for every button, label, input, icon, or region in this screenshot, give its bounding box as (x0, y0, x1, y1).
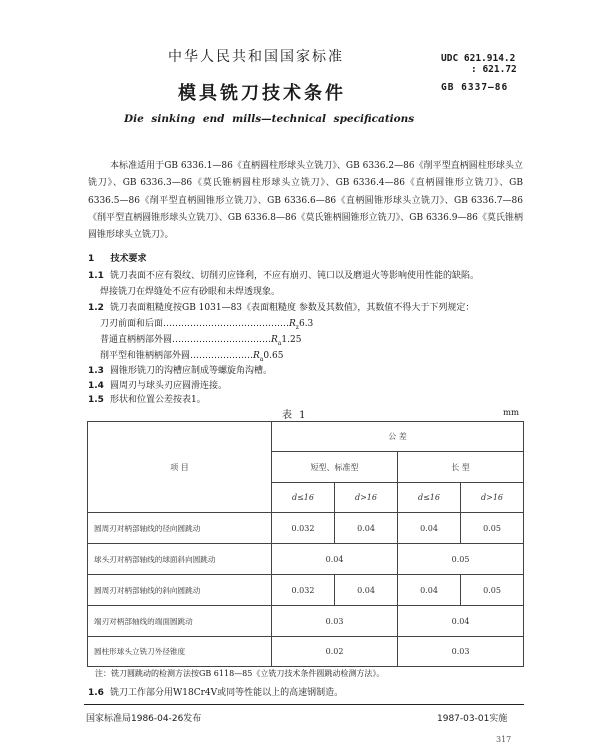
clause-text: 圆锥形铣刀的沟槽应制成等螺旋角沟槽。 (110, 366, 273, 376)
table-cell: 0.04 (335, 575, 398, 606)
clause-number: 1.2 (88, 303, 104, 313)
table-row (88, 513, 524, 544)
column-header-diameter: d≤16 (272, 483, 335, 513)
table-row (88, 544, 524, 575)
clause-1-6 (88, 685, 343, 698)
table-cell: 0.05 (398, 544, 524, 575)
table-cell: 0.05 (461, 575, 524, 606)
document-title: 模具铣刀技术条件 (178, 83, 346, 104)
row-label: 圆柱形球头立铣刀外径锥度 (88, 637, 272, 667)
table-cell: 0.04 (398, 606, 524, 637)
roughness-symbol: R (271, 335, 278, 345)
clause-1-1-continued: 焊接铣刀在焊缝处不应有砂眼和未焊透现象。 (100, 287, 281, 297)
row-label: 圆周刃对柄部轴线的径向圆跳动 (88, 513, 272, 544)
column-header-item: 项 目 (88, 422, 272, 513)
clause-text: 圆周刃与球头刃应圆滑连接。 (110, 381, 228, 391)
table-row (88, 606, 524, 637)
clause-number: 1.6 (88, 688, 104, 698)
roughness-value: 1.25 (281, 335, 302, 345)
clause-number: 1.3 (88, 366, 104, 376)
table-header-row (88, 422, 524, 452)
roughness-value: 6.3 (298, 319, 314, 329)
table-cell: 0.04 (398, 513, 461, 544)
table-cell: 0.032 (272, 575, 335, 606)
column-header-diameter: d≤16 (398, 483, 461, 513)
table-row (88, 637, 524, 667)
clause-text: 形状和位置公差按表1。 (110, 395, 206, 405)
udc-line-2: : 621.72 (471, 64, 517, 75)
roughness-label: 普通直柄柄部外圆…………………………… (100, 335, 272, 345)
standard-number: GB 6337—86 (441, 82, 509, 93)
column-header-short-standard: 短型、标准型 (272, 452, 398, 483)
column-header-tolerance: 公 差 (272, 422, 524, 452)
table-cell: 0.05 (461, 513, 524, 544)
roughness-symbol: R (253, 351, 260, 361)
table-cell: 0.03 (398, 637, 524, 667)
roughness-label: 削平型和锥柄柄部外圆………………… (100, 351, 254, 361)
row-label: 圆周刃对柄部轴线的斜向圆跳动 (88, 575, 272, 606)
tolerance-table (87, 421, 524, 667)
table-cell: 0.04 (398, 575, 461, 606)
table-cell: 0.04 (335, 513, 398, 544)
roughness-label: 刀刃前面和后面…………………………………… (100, 319, 290, 329)
clause-text: 铣刀表面粗糙度按GB 1031—83《表面粗糙度 参数及其数值》，其数值不得大于下列规定： (110, 303, 475, 313)
clause-1-5 (88, 392, 206, 408)
implementation-date: 1987-03-01实施 (437, 714, 508, 724)
table-cell: 0.032 (272, 513, 335, 544)
roughness-subscript: z (295, 323, 299, 331)
section-number: 1 (88, 254, 95, 264)
standard-organization: 中华人民共和国国家标准 (168, 49, 344, 65)
table-title: 表 1 (282, 410, 308, 421)
row-label: 端刃对柄部轴线的端面圆跳动 (88, 606, 272, 637)
table-unit: mm (503, 408, 520, 418)
roughness-value: 0.65 (263, 351, 284, 361)
table-row (88, 575, 524, 606)
udc-line-1: UDC 621.914.2 (441, 53, 516, 64)
clause-text: 铣刀表面不应有裂纹、切削刃应锋利，不应有崩刃、钝口以及磨退火等影响使用性能的缺陷。 (110, 271, 480, 281)
column-header-diameter: d>16 (461, 483, 524, 513)
issue-date: 国家标准局1986-04-26发布 (86, 714, 202, 724)
table-cell: 0.03 (272, 606, 398, 637)
english-subtitle: Die sinking end mills—technical specifications (124, 113, 415, 125)
clause-1-2 (88, 300, 528, 316)
column-header-long: 长 型 (398, 452, 524, 483)
clause-number: 1.5 (88, 395, 104, 405)
column-header-diameter: d>16 (335, 483, 398, 513)
clause-1-3 (88, 363, 272, 379)
clause-number: 1.4 (88, 381, 104, 391)
roughness-symbol: R (289, 319, 296, 329)
page-number: 317 (496, 735, 512, 744)
footer-divider (84, 704, 524, 705)
clause-1-1 (88, 268, 528, 284)
roughness-subscript: a (259, 355, 264, 363)
table-cell: 0.02 (272, 637, 398, 667)
section-heading (88, 251, 147, 264)
table-cell: 0.04 (272, 544, 398, 575)
row-label: 球头刃对柄部轴线的球面斜向圆跳动 (88, 544, 272, 575)
table-note: 注：铣刀圆跳动的检测方法按GB 6118—85《立铣刀技术条件圆跳动检测方法》。 (95, 669, 385, 678)
udc-code (441, 53, 517, 75)
section-title: 技术要求 (110, 254, 147, 264)
clause-number: 1.1 (88, 271, 104, 281)
scope-paragraph: 本标准适用于GB 6336.1—86《直柄圆柱形球头立铣刀》、GB 6336.2—86《削平型直柄圆柱形球头立铣刀》、GB 6336.3—86《莫氏锥柄圆柱形球头立铣刀》、GB 6336.4—86《直柄圆锥形立铣刀》、GB 6336.5—86《削平型直柄圆锥形立铣刀》、GB 6336.6—86《直柄圆锥形球头立铣刀》、GB 6336.7—86《削平型直柄圆锥形球头立铣刀》、GB 6336.8—86《莫氏锥柄圆锥形立铣刀》、GB 6336.9—86《莫氏锥柄圆锥形球头立铣刀》。 (88, 161, 523, 241)
roughness-subscript: a (277, 339, 282, 347)
clause-text: 铣刀工作部分用W18Cr4V或同等性能以上的高速钢制造。 (110, 688, 344, 698)
